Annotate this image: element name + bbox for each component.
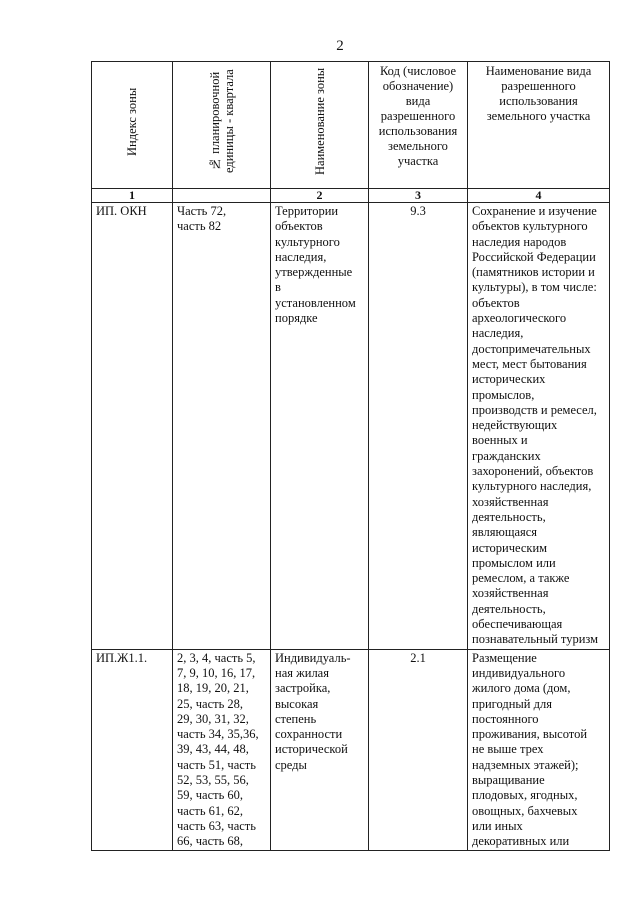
zone-index-cell: ИП. ОКН (92, 203, 173, 650)
zone-name-cell: Индивидуаль- ная жилая застройка, высокая степень сохранности исторической среды (271, 649, 369, 851)
zone-index-cell: ИП.Ж1.1. (92, 649, 173, 851)
header-zone-index-label: Индекс зоны (125, 87, 139, 156)
header-use-code: Код (числовое обозначение) вида разрешенного использования земельного участка (369, 62, 468, 189)
use-name-cell: Размещение индивидуального жилого дома (дом, пригодный для постоянного проживания, высотой не выше трех надземных этажей); выращивание плодовых, ягодных, овощных, бахчевых или иных декоративных или (468, 649, 610, 851)
column-number: 2 (271, 189, 369, 203)
use-name-cell: Сохранение и изучение объектов культурного наследия народов Российской Федерации (памятников истории и культуры), в том числе: объектов археологического наследия, достопримечательных мест, мест бытования исторических промыслов, производств и ремесел, недействующих военных и гражданских захоронений, объектов культурного наследия, хозяйственная деятельность, являющаяся историческим промыслом или ремеслом, а также хозяйственная деятельность, обеспечивающая познавательный туризм (468, 203, 610, 650)
planning-units-cell: Часть 72, часть 82 (173, 203, 271, 650)
column-number-row (92, 189, 610, 203)
page-number: 2 (336, 38, 344, 54)
header-use-name: Наименование вида разрешенного использования земельного участка (468, 62, 610, 189)
header-zone-name (271, 62, 369, 189)
use-code-cell: 2.1 (369, 649, 468, 851)
planning-units-cell: 2, 3, 4, часть 5, 7, 9, 10, 16, 17, 18, 19, 20, 21, 25, часть 28, 29, 30, 31, 32, часть 34, 35,36, 39, 43, 44, 48, часть 51, часть 52, 53, 55, 56, 59, часть 60, часть 61, 62, часть 63, часть 66, часть 68, (173, 649, 271, 851)
header-zone-name-label: Наименование зоны (312, 67, 327, 176)
column-number: 3 (369, 189, 468, 203)
table-row (92, 649, 610, 851)
table-header-row (92, 62, 610, 189)
table-row (92, 203, 610, 650)
header-planning-unit (173, 62, 271, 189)
zone-name-cell: Территории объектов культурного наследия, утвержденные в установленном порядке (271, 203, 369, 650)
column-number: 1 (92, 189, 173, 203)
header-zone-index (92, 62, 173, 189)
column-number: 4 (468, 189, 610, 203)
column-number (173, 189, 271, 203)
header-planning-unit-label: № планировочной единицы - квартала (207, 69, 236, 174)
use-code-cell: 9.3 (369, 203, 468, 650)
zones-table (91, 61, 610, 851)
